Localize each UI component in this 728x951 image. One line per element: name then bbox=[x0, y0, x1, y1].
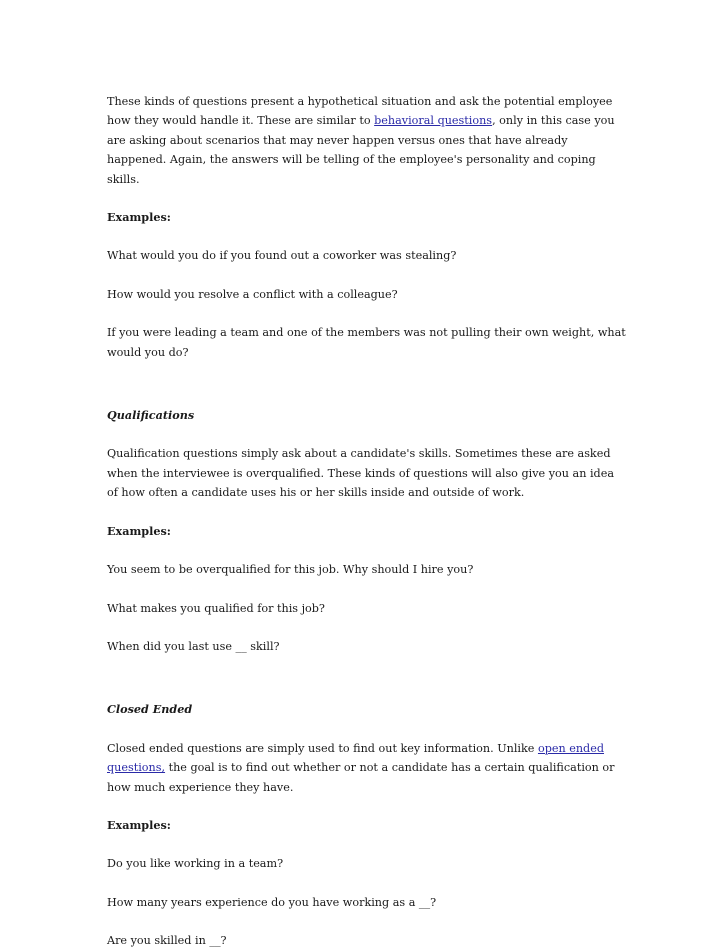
example-question: When did you last use __ skill? bbox=[107, 639, 280, 653]
qualifications-paragraph: Qualification questions simply ask about a candidate's skills. Sometimes these are asked when the interviewee is overqualified. These kinds of questions will also give you an idea of how often a candidate uses his or her skills inside and outside of work. bbox=[107, 447, 614, 500]
examples-label: Examples: bbox=[107, 523, 171, 538]
example-question: How would you resolve a conflict with a colleague? bbox=[107, 287, 398, 301]
examples-label: Examples: bbox=[107, 210, 171, 225]
open-ended-questions-link[interactable]: open ended questions, bbox=[107, 741, 605, 775]
example-question: If you were leading a team and one of the members was not pulling their own weight, what would you do? bbox=[107, 326, 626, 359]
example-question: What makes you qualified for this job? bbox=[107, 601, 325, 615]
examples-label: Examples: bbox=[107, 817, 171, 832]
section-title-closed-ended: Closed Ended bbox=[107, 702, 193, 717]
example-question: How many years experience do you have working as a __? bbox=[107, 895, 437, 909]
example-question: Do you like working in a team? bbox=[107, 857, 284, 871]
closed-ended-paragraph bbox=[107, 739, 627, 797]
closed-ended-text-end: the goal is to find out whether or not a candidate has a certain qualification or how much experience they have. bbox=[107, 761, 615, 794]
intro-text-start: These kinds of questions present a hypothetical situation and ask the potential employee how they would handle it. These are similar to bbox=[107, 95, 613, 128]
intro-paragraph bbox=[107, 92, 627, 189]
intro-text-end: , only in this case you are asking about scenarios that may never happen versus ones that have already happened. Again, the answers will be telling of the employee's personality and coping skills. bbox=[107, 114, 615, 186]
section-title-qualifications: Qualifications bbox=[107, 408, 195, 423]
example-question: Are you skilled in __? bbox=[107, 934, 227, 948]
example-question: What would you do if you found out a coworker was stealing? bbox=[107, 249, 457, 263]
closed-ended-text-start: Closed ended questions are simply used to find out key information. Unlike bbox=[107, 741, 538, 755]
document-page bbox=[107, 92, 627, 951]
behavioral-questions-link[interactable]: behavioral questions bbox=[374, 114, 493, 128]
example-question: You seem to be overqualified for this job. Why should I hire you? bbox=[107, 563, 474, 577]
